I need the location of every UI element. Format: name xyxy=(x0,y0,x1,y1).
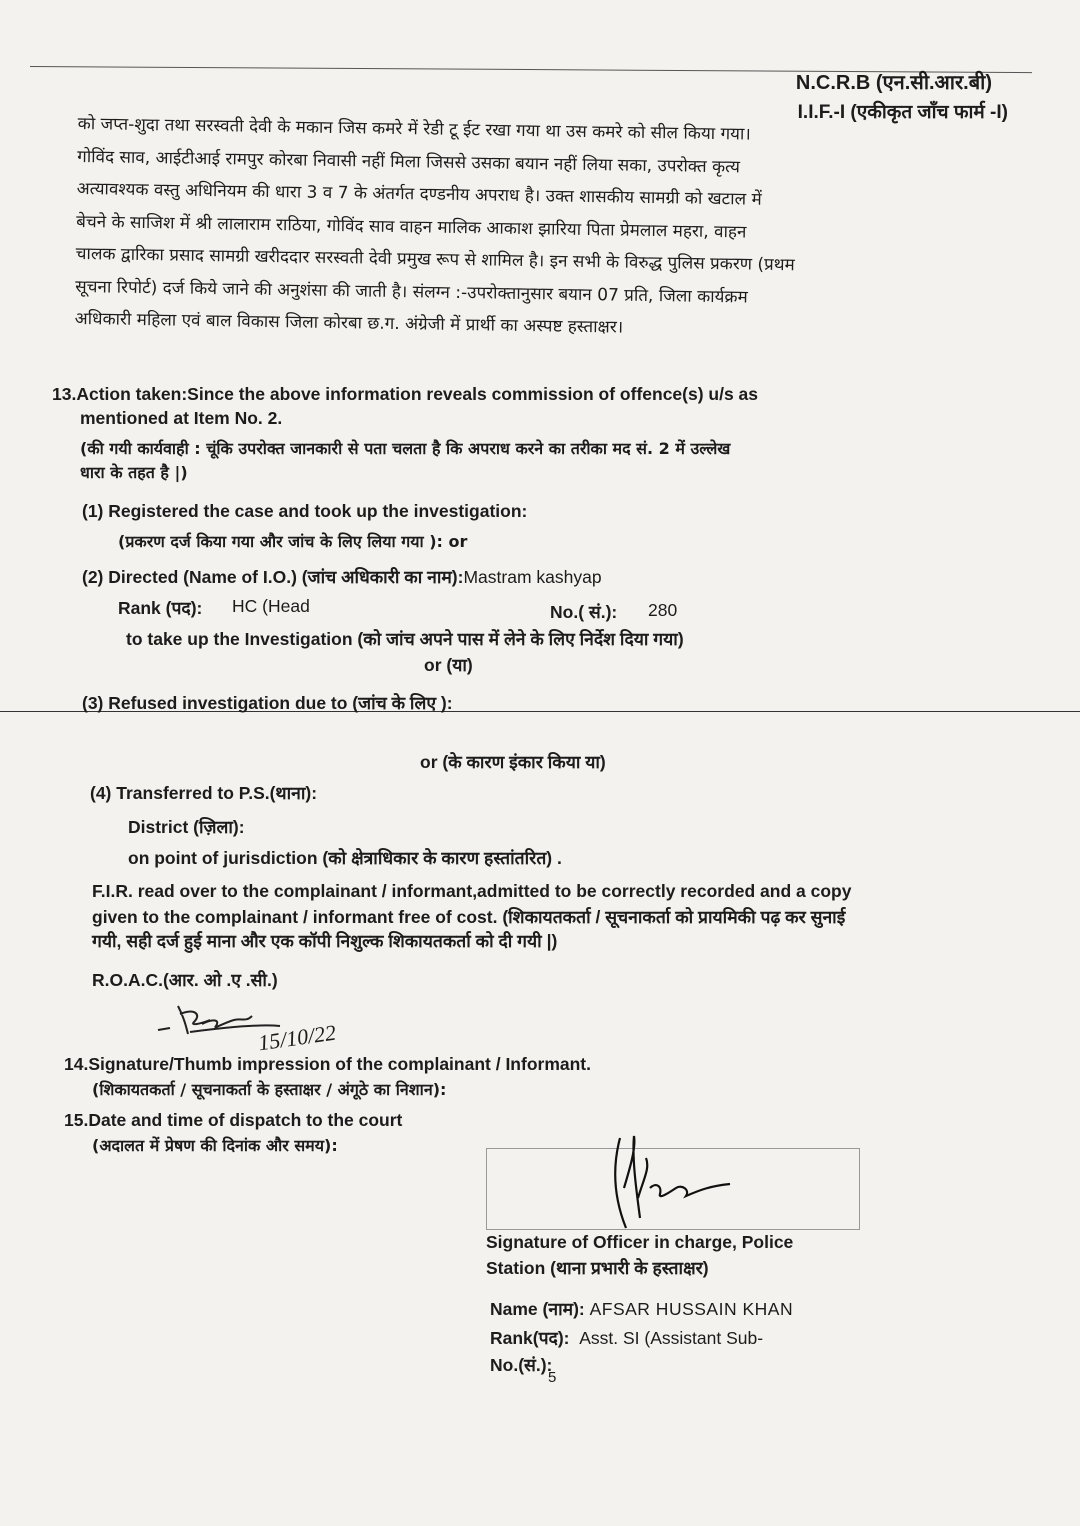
officer-sig-label1: Signature of Officer in charge, Police xyxy=(486,1232,794,1252)
item15-hindi: (अदालत में प्रेषण की दिनांक और समय): xyxy=(92,1136,338,1155)
officer-no-label: No.(सं.): xyxy=(490,1355,553,1375)
district-label: District (ज़िला): xyxy=(128,817,245,837)
officer-name-value: AFSAR HUSSAIN KHAN xyxy=(589,1299,794,1319)
take-up-line: to take up the Investigation (को जांच अपने पास में लेने के लिए निर्देश दिया गया) xyxy=(126,629,684,649)
item14-hindi: (शिकायतकर्ता / सूचनाकर्ता के हस्ताक्षर / अंगूठे का निशान): xyxy=(92,1080,447,1099)
fir-read-line3: गयी, सही दर्ज हुई माना और एक कॉपी निशुल्क शिकायतकर्ता को दी गयी |) xyxy=(92,931,558,951)
officer-name-row xyxy=(490,1297,793,1321)
no-value: 280 xyxy=(648,600,678,620)
item13-hindi-cont: धारा के तहत है |) xyxy=(80,463,188,482)
officer-rank-row xyxy=(490,1326,763,1350)
option3-refused: (3) Refused investigation due to (जांच के लिए ): xyxy=(82,693,453,713)
rank-label: Rank (पद): xyxy=(118,598,203,618)
paragraph-line: सूचना रिपोर्ट) दर्ज किये जाने की अनुशंसा की जाती है। संलग्न :-उपरोक्तानुसार बयान 07 प्रति, जिला कार्यक्रम xyxy=(75,276,748,308)
item13-title-cont: mentioned at Item No. 2. xyxy=(80,408,283,428)
officer-rank-label: Rank(पद): xyxy=(490,1328,570,1348)
option2-directed xyxy=(82,565,602,589)
officer-name-label: Name (नाम): xyxy=(490,1299,585,1319)
roac-label: R.O.A.C.(आर. ओ .ए .सी.) xyxy=(92,970,278,990)
item13-title: 13.Action taken:Since the above information reveals commission of offence(s) u/s as xyxy=(52,384,759,404)
page-number: 5 xyxy=(548,1369,557,1386)
item15-title: 15.Date and time of dispatch to the court xyxy=(64,1110,403,1130)
paragraph-line: गोविंद साव, आईटीआई रामपुर कोरबा निवासी नहीं मिला जिससे उसका बयान नहीं लिया सका, उपरोक्त कृत्य xyxy=(77,146,741,177)
handwritten-date: 15/10/22 xyxy=(256,1019,338,1056)
or-divider: or (या) xyxy=(424,655,473,675)
ncrb-header: N.C.R.B (एन.सी.आर.बी) xyxy=(795,72,992,94)
paragraph-line: चालक द्वारिका प्रसाद सामग्री खरीददार सरस्वती देवी प्रमुख रूप से शामिल है। इन सभी के विरुद्ध पुलिस प्रकरण (प्रथम xyxy=(75,243,795,276)
option1-hindi: (प्रकरण दर्ज किया गया और जांच के लिए लिया गया ): or xyxy=(118,532,468,551)
form-header: I.I.F.-I (एकीकृत जाँच फार्म -I) xyxy=(797,102,1008,123)
paragraph-line: बेचने के साजिश में श्री लालाराम राठिया, गोविंद साव वाहन मालिक आकाश झारिया पिता प्रेमलाल महरा, वाहन xyxy=(76,211,747,243)
paragraph-line: को जप्त-शुदा तथा सरस्वती देवी के मकान जिस कमरे में रेडी टू ईट रखा गया था उस कमरे को सील किया गया। xyxy=(77,113,751,145)
officer-signature xyxy=(600,1128,740,1238)
paragraph-line: अत्यावश्यक वस्तु अधिनियम की धारा 3 व 7 के अंतर्गत दण्डनीय अपराध है। उक्त शासकीय सामग्री को खटाल में xyxy=(76,178,762,210)
officer-sig-label2: Station (थाना प्रभारी के हस्ताक्षर) xyxy=(486,1258,709,1278)
no-label: No.( सं.): xyxy=(550,602,618,622)
io-name: Mastram kashyap xyxy=(463,567,602,587)
fir-read-line2: given to the complainant / informant free of cost. (शिकायतकर्ता / सूचनाकर्ता को प्रायमिकी पढ़ कर सुनाई xyxy=(92,907,846,927)
paragraph-line: अधिकारी महिला एवं बाल विकास जिला कोरबा छ.ग. अंग्रेजी में प्रार्थी का अस्पष्ट हस्ताक्षर। xyxy=(74,308,624,338)
officer-rank-value: Asst. SI (Assistant Sub- xyxy=(579,1328,764,1348)
rank-value: HC (Head xyxy=(232,596,310,616)
option1-registered: (1) Registered the case and took up the investigation: xyxy=(82,501,528,521)
jurisdiction-line: on point of jurisdiction (को क्षेत्राधिकार के कारण हस्तांतरित) . xyxy=(128,848,562,868)
item13-hindi: (की गयी कार्यवाही : चूंकि उपरोक्त जानकारी से पता चलता है कि अपराध करने का तरीका मद सं. 2 में उल्लेख xyxy=(80,439,731,458)
item14-title: 14.Signature/Thumb impression of the complainant / Informant. xyxy=(64,1054,591,1074)
or-refused: or (के कारण इंकार किया या) xyxy=(420,752,606,772)
fir-read-line1: F.I.R. read over to the complainant / informant,admitted to be correctly recorded and a copy xyxy=(92,881,852,901)
option4-transferred: (4) Transferred to P.S.(थाना): xyxy=(90,783,318,803)
option2-label: (2) Directed (Name of I.O.) (जांच अधिकारी का नाम): xyxy=(82,567,464,587)
hindi-paragraph xyxy=(74,108,957,349)
